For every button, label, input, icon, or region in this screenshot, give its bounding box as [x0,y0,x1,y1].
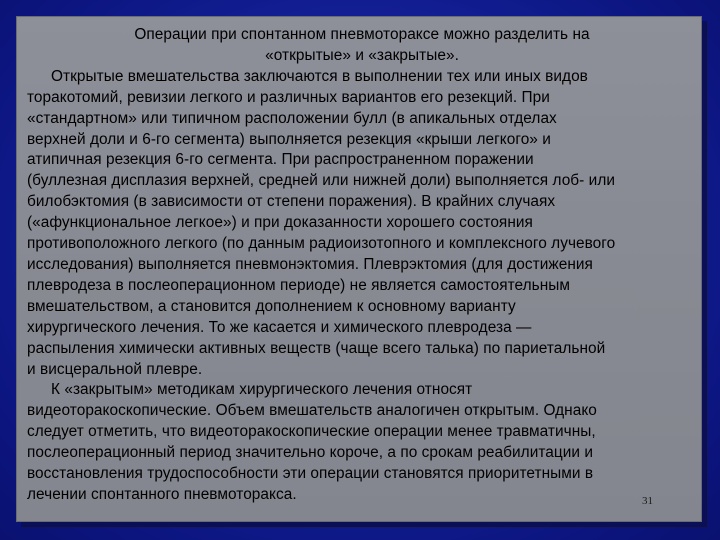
paragraph1-line: билобэктомия (в зависимости от степени поражения). В крайних случаях [27,193,556,211]
paragraph1-line: противоположного легкого (по данным радиоизотопного и комплексного лучевого [27,235,616,253]
paragraph1-line: атипичная резекция 6-го сегмента. При распространенном поражении [27,151,534,169]
paragraph1-line: плевродеза в послеоперационном периоде) не является самостоятельным [27,276,570,294]
text-panel [16,16,702,522]
paragraph1-line: верхней доли и 6-го сегмента) выполняется резекция «крыши легкого» и [27,130,551,148]
page-number: 31 [642,495,653,507]
paragraph2-line: К «закрытым» методикам хирургического лечения относят [51,381,473,399]
paragraph2-line: послеоперационный период значительно короче, а по срокам реабилитации и [27,444,594,462]
paragraph1-line: вмешательством, а становится дополнением к основному варианту [27,297,516,315]
paragraph1-line: («афункциональное легкое») и при доказанности хорошего состояния [27,214,533,232]
paragraph1-line: торакотомий, ревизии легкого и различных вариантов его резекций. При [27,88,550,106]
slide-text [27,25,697,506]
paragraph2-line: лечении спонтанного пневмоторакса. [27,485,297,503]
paragraph1-line: Открытые вмешательства заключаются в выполнении тех или иных видов [51,67,588,85]
paragraph2-line: восстановления трудоспособности эти операции становятся приоритетными в [27,465,594,483]
paragraph1-line: (буллезная дисплазия верхней, средней или нижней доли) выполняется лоб- или [27,172,615,190]
paragraph1-line: исследования) выполняется пневмонэктомия. Плеврэктомия (для достижения [27,255,593,273]
paragraph2-line: следует отметить, что видеоторакоскопические операции менее травматичны, [27,423,596,441]
paragraph1-line: «стандартном» или типичном расположении булл (в апикальных отделах [27,109,557,127]
paragraph1-line: распыления химически активных веществ (чаще всего талька) по париетальной [27,339,606,357]
paragraph1-line: и висцеральной плевре. [27,360,203,378]
title-line-1: Операции при спонтанном пневмотораксе можно разделить на [134,26,590,43]
paragraph1-line: хирургического лечения. То же касается и химического плевродеза — [27,318,532,336]
title-line-2: «открытые» и «закрытые». [265,46,459,64]
paragraph2-line: видеоторакоскопические. Объем вмешательств аналогичен открытым. Однако [27,402,597,420]
